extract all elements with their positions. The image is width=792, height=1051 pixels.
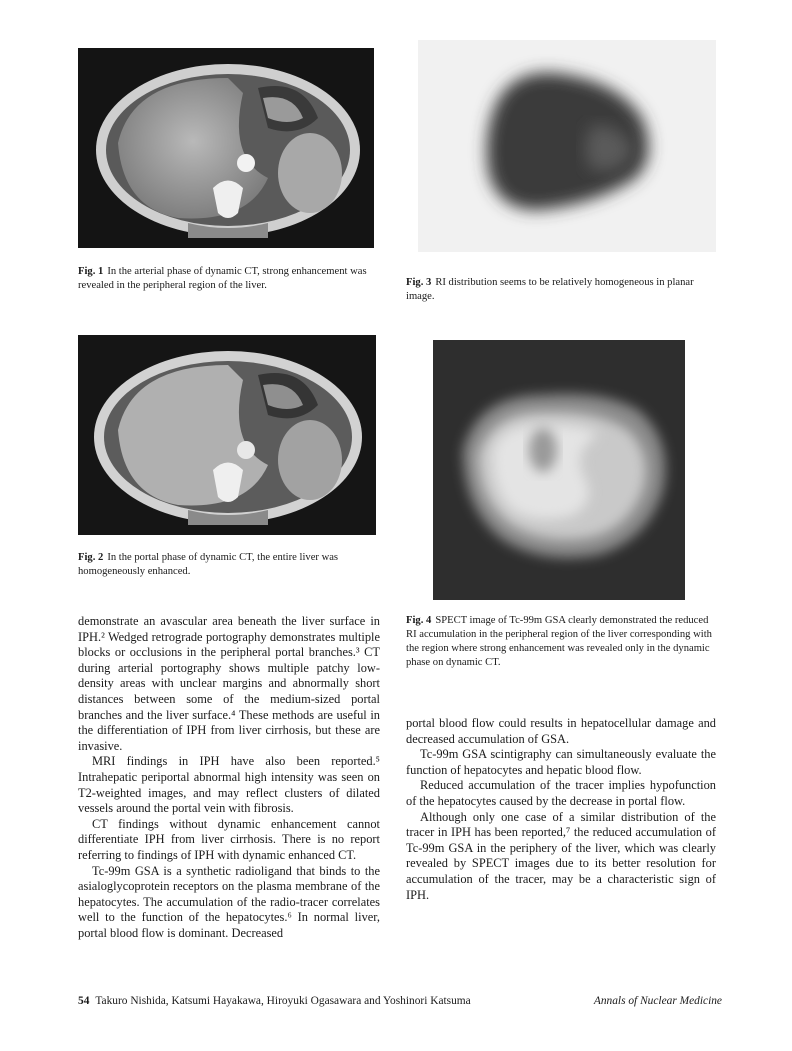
figure-2-caption-text: In the portal phase of dynamic CT, the entire liver was homogeneously enhanced. xyxy=(78,552,339,577)
right-paragraph-4: Although only one case of a similar distribution of the tracer in IPH has been reported,⁷ the reduced accumulation of Tc-99m GSA in the periphery of the liver, which was clearly revealed by SPECT images due to its better resolution for accumulation of the tracer, may be a characteristic sign of IPH. xyxy=(406,809,716,902)
right-column-text xyxy=(406,716,716,903)
left-paragraph-4: Tc-99m GSA is a synthetic radioligand that binds to the asialoglycoprotein receptors on the plasma membrane of the hepatocytes. The accumulation of the radio-tracer correlates well to the function of the hepatocytes.⁶ In normal liver, portal blood flow is dominant. Decreased xyxy=(78,863,380,940)
figure-3-caption xyxy=(406,276,716,304)
footer-journal: Annals of Nuclear Medicine xyxy=(593,995,722,1007)
figure-4-caption-text: SPECT image of Tc-99m GSA clearly demonstrated the reduced RI accumulation in the peripheral region of the liver corresponding with the region where strong enhancement was revealed only in the dynamic phase on dynamic CT. xyxy=(406,615,712,668)
figure-1-label: Fig. 1 xyxy=(78,266,104,277)
figure-2-caption xyxy=(78,551,378,579)
right-paragraph-3: Reduced accumulation of the tracer implies hypofunction of the hepatocytes caused by the decrease in portal flow. xyxy=(406,778,716,808)
right-paragraph-1: portal blood flow could results in hepatocellular damage and decreased accumulation of GSA. xyxy=(406,716,716,746)
figure-4-caption xyxy=(406,614,718,670)
left-paragraph-2: MRI findings in IPH have also been reported.⁵ Intrahepatic periportal abnormal high intensity was seen on T2-weighted images, and may reflect clusters of dilated vessels around the portal vein with fibrosis. xyxy=(78,754,380,816)
page-footer xyxy=(78,995,471,1007)
footer-authors: Takuro Nishida, Katsumi Hayakawa, Hiroyuki Ogasawara and Yoshinori Katsuma xyxy=(95,995,471,1007)
left-column-text xyxy=(78,614,380,941)
figure-1-ct-arterial xyxy=(78,48,374,248)
left-paragraph-1: demonstrate an avascular area beneath the liver surface in IPH.² Wedged retrograde portography demonstrates multiple blocks or occlusions in the peripheral portal branches.³ CT during arterial portography shows multiple patchy low-density areas with unclear margins and abnormally short distances between some of the medium-sized portal branches and the liver surface.⁴ These methods are useful in the differentiation of IPH from liver cirrhosis, but these are invasive. xyxy=(78,614,380,753)
left-paragraph-3: CT findings without dynamic enhancement cannot differentiate IPH from liver cirrhosis. There is no report referring to findings of IPH with dynamic enhanced CT. xyxy=(78,816,380,862)
right-paragraph-2: Tc-99m GSA scintigraphy can simultaneously evaluate the function of hepatocytes and hepatic blood flow. xyxy=(406,747,716,777)
figure-3-caption-text: RI distribution seems to be relatively homogeneous in planar image. xyxy=(406,277,694,302)
figure-1-caption-text: In the arterial phase of dynamic CT, strong enhancement was revealed in the peripheral region of the liver. xyxy=(78,266,367,291)
figure-2-label: Fig. 2 xyxy=(78,552,104,563)
figure-1-caption xyxy=(78,265,378,293)
figure-2-ct-portal xyxy=(78,335,376,535)
figure-4-spect-image xyxy=(433,340,685,600)
page-number: 54 xyxy=(78,995,90,1007)
figure-4-label: Fig. 4 xyxy=(406,615,432,626)
figure-3-label: Fig. 3 xyxy=(406,277,432,288)
figure-3-planar-image xyxy=(418,40,716,252)
